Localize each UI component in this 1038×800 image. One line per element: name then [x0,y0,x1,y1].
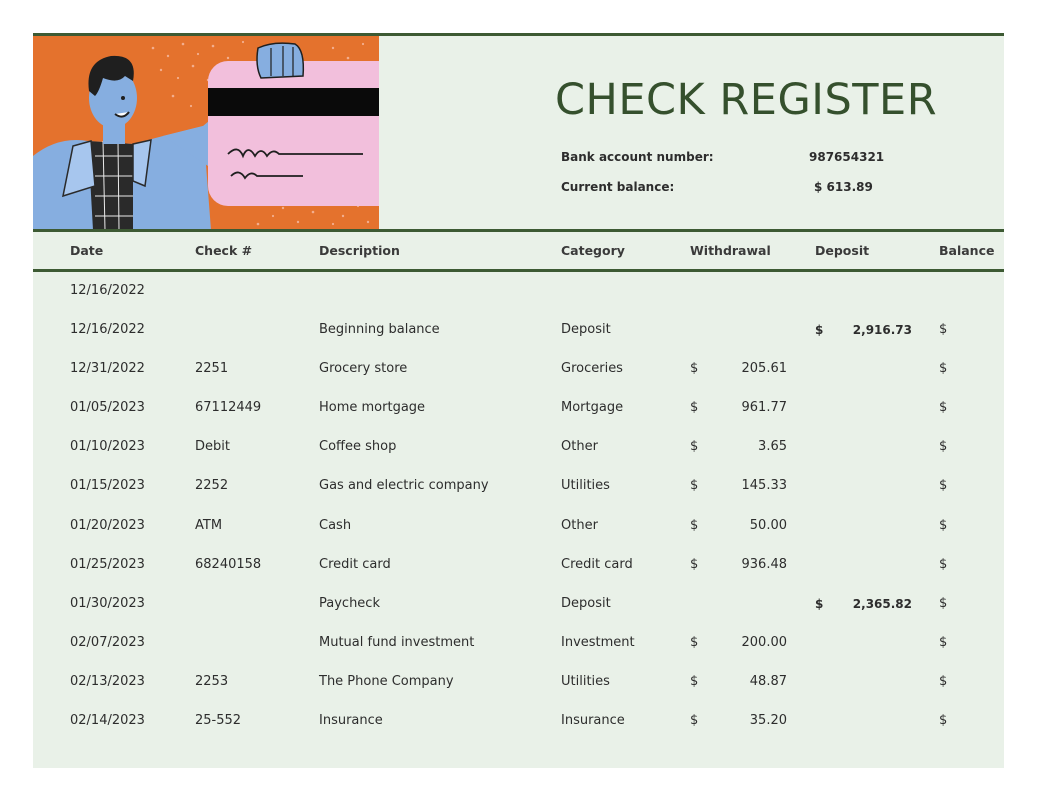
cell-category: Groceries [561,361,623,377]
cell-balance-currency: $ [939,478,948,494]
cell-category: Other [561,517,598,533]
column-header-date: Date [70,243,104,258]
cell-category: Investment [561,634,635,650]
register-rows [33,271,1004,740]
table-row [33,545,1004,584]
cell-category: Deposit [561,322,611,338]
cell-description: Cash [319,517,352,533]
table-row [33,584,1004,623]
cell-deposit-amount: 2,916.73 [852,323,912,338]
cell-withdrawal-amount: 200.00 [741,634,787,650]
cell-deposit-currency: $ [815,323,824,338]
cell-date: 01/25/2023 [70,556,145,572]
cell-check: 25-552 [195,713,242,729]
current-balance-label: Current balance: [561,180,675,194]
column-header-deposit: Deposit [815,243,870,258]
cell-date: 01/15/2023 [70,478,145,494]
cell-withdrawal-amount: 48.87 [749,673,787,689]
cell-description: Mutual fund investment [319,634,475,650]
cell-balance-currency: $ [939,634,948,650]
cell-withdrawal-currency: $ [690,439,699,455]
cell-withdrawal-currency: $ [690,361,699,377]
credit-card-illustration [33,36,379,230]
table-header [33,232,1004,269]
cell-category: Credit card [561,556,633,572]
cell-description: Paycheck [319,595,380,611]
column-header-check: Check # [195,243,253,258]
cell-deposit-amount: 2,365.82 [852,596,912,611]
table-row [33,506,1004,545]
account-number-value: 987654321 [809,150,885,164]
cell-balance-currency: $ [939,595,948,611]
cell-description: Coffee shop [319,439,397,455]
cell-date: 12/31/2022 [70,361,145,377]
cell-check: 2252 [195,478,229,494]
cell-date: 01/05/2023 [70,400,145,416]
cell-check: 67112449 [195,400,262,416]
column-header-withdrawal: Withdrawal [690,243,771,258]
cell-withdrawal-amount: 50.00 [749,517,787,533]
cell-withdrawal-amount: 35.20 [749,713,787,729]
cell-balance-currency: $ [939,556,948,572]
cell-date: 01/30/2023 [70,595,145,611]
cell-withdrawal-currency: $ [690,400,699,416]
cell-description: Beginning balance [319,322,440,338]
table-row [33,271,1004,310]
cell-description: Insurance [319,713,383,729]
cell-withdrawal-amount: 205.61 [741,361,787,377]
cell-category: Mortgage [561,400,624,416]
cell-category: Utilities [561,673,610,689]
cell-date: 02/14/2023 [70,713,145,729]
cell-balance-currency: $ [939,322,948,338]
cell-withdrawal-amount: 936.48 [741,556,787,572]
table-row [33,388,1004,427]
cell-category: Other [561,439,598,455]
cell-withdrawal-amount: 3.65 [758,439,787,455]
cell-balance-currency: $ [939,400,948,416]
page-title: CHECK REGISTER [555,75,938,125]
cell-withdrawal-currency: $ [690,556,699,572]
cell-withdrawal-currency: $ [690,673,699,689]
cell-withdrawal-currency: $ [690,517,699,533]
cell-withdrawal-currency: $ [690,713,699,729]
cell-date: 01/10/2023 [70,439,145,455]
cell-withdrawal-currency: $ [690,478,699,494]
account-number-label: Bank account number: [561,150,714,164]
cell-check: 2251 [195,361,229,377]
table-row [33,427,1004,466]
table-row [33,623,1004,662]
cell-description: Grocery store [319,361,408,377]
cell-check: 68240158 [195,556,262,572]
check-register-sheet [33,33,1004,768]
cell-withdrawal-currency: $ [690,634,699,650]
cell-date: 02/13/2023 [70,673,145,689]
cell-category: Deposit [561,595,611,611]
column-header-balance: Balance [939,243,995,258]
table-row [33,701,1004,740]
cell-balance-currency: $ [939,439,948,455]
cell-description: Home mortgage [319,400,426,416]
cell-description: The Phone Company [319,673,454,689]
cell-category: Utilities [561,478,610,494]
column-header-description: Description [319,243,400,258]
cell-balance-currency: $ [939,673,948,689]
cell-description: Credit card [319,556,391,572]
column-header-category: Category [561,243,625,258]
cell-date: 12/16/2022 [70,283,145,298]
cell-check: ATM [195,517,223,533]
cell-withdrawal-amount: 145.33 [741,478,787,494]
cell-description: Gas and electric company [319,478,489,494]
cell-category: Insurance [561,713,625,729]
cell-date: 01/20/2023 [70,517,145,533]
cell-deposit-currency: $ [815,596,824,611]
cell-balance-currency: $ [939,713,948,729]
cell-check: Debit [195,439,230,455]
cell-balance-currency: $ [939,517,948,533]
cell-date: 02/07/2023 [70,634,145,650]
table-row [33,349,1004,388]
current-balance-value: $ 613.89 [814,180,873,194]
table-row [33,466,1004,505]
table-row [33,662,1004,701]
table-row [33,310,1004,349]
cell-date: 12/16/2022 [70,322,145,338]
cell-withdrawal-amount: 961.77 [741,400,787,416]
cell-balance-currency: $ [939,361,948,377]
cell-check: 2253 [195,673,229,689]
